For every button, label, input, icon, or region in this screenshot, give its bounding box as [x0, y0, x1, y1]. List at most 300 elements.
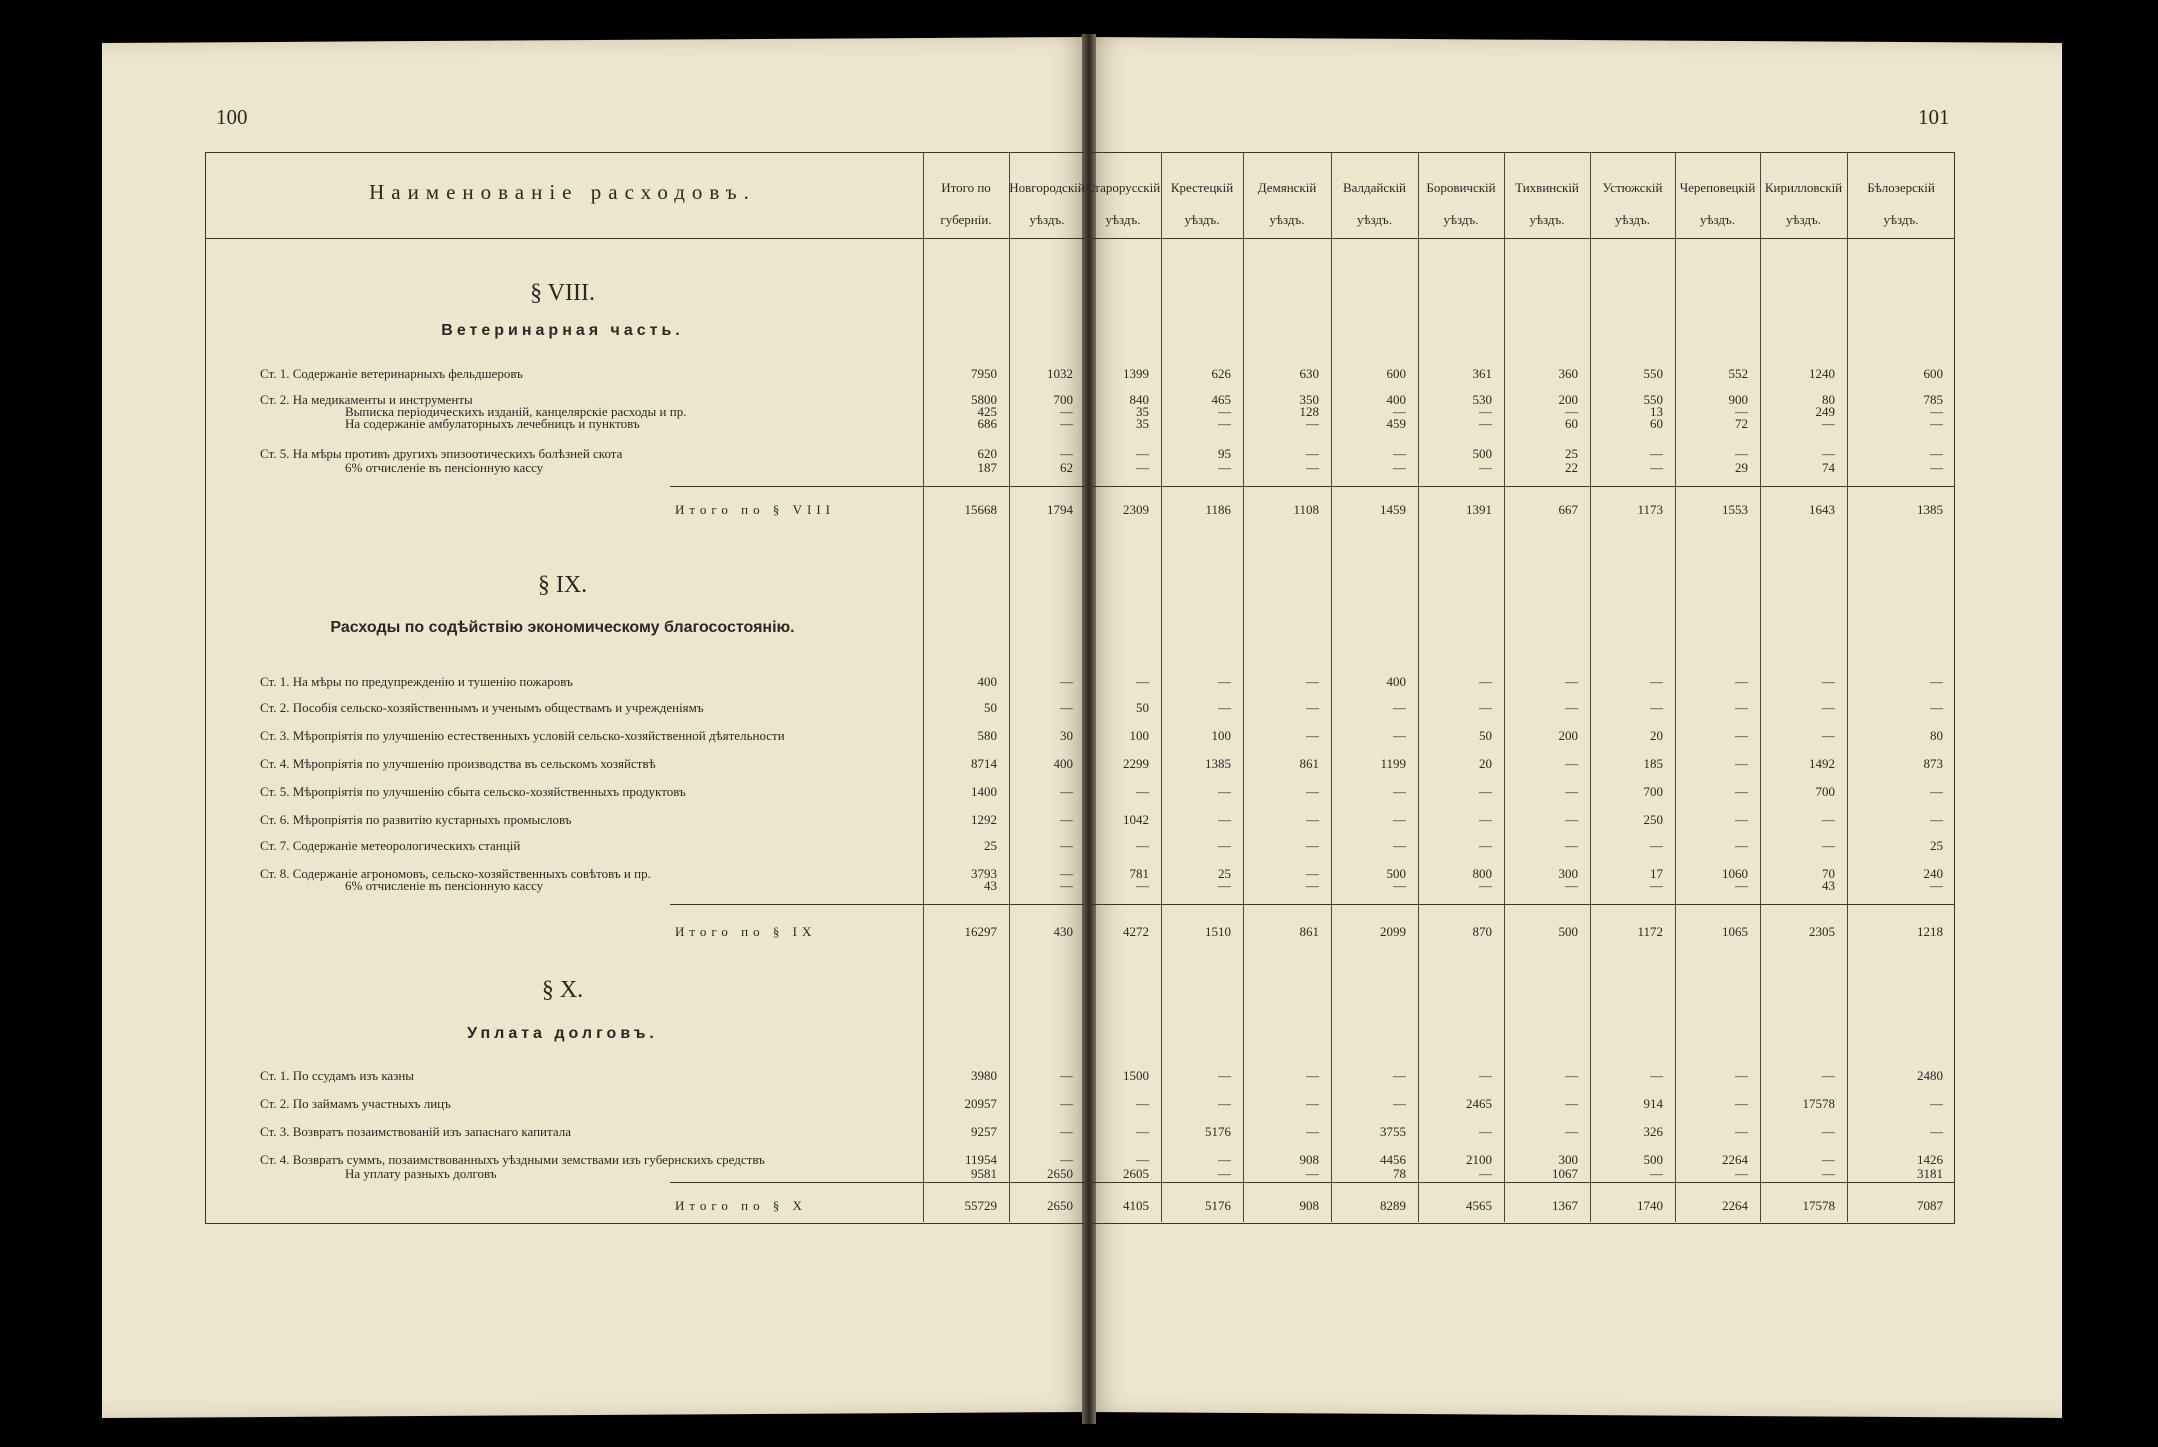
table-cell: —: [1393, 404, 1406, 419]
row-label: Выписка періодическихъ изданій, канцелярскіе расходы и пр.: [345, 404, 687, 419]
table-cell: —: [1822, 838, 1835, 853]
column-divider: [1243, 152, 1244, 1222]
table-cell: 908: [1299, 1152, 1319, 1167]
table-cell: —: [1822, 446, 1835, 461]
table-cell: 5176: [1205, 1124, 1231, 1139]
column-header: [1085, 172, 1161, 236]
table-cell: —: [1479, 700, 1492, 715]
table-cell: —: [1930, 460, 1943, 475]
table-cell: 240: [1923, 866, 1943, 881]
table-cell: —: [1565, 1096, 1578, 1111]
table-cell: —: [1218, 1068, 1231, 1083]
page-number-left: 100: [216, 105, 248, 129]
table-cell: —: [1735, 1096, 1748, 1111]
row-label: Ст. 8. Содержаніе агрономовъ, сельско-хозяйственныхъ совѣтовъ и пр.: [260, 866, 651, 881]
table-cell: —: [1650, 878, 1663, 893]
table-cell: —: [1218, 1166, 1231, 1181]
section-subtitle: Уплата долговъ.: [467, 1025, 658, 1042]
total-cell: 1108: [1293, 502, 1319, 517]
table-cell: —: [1136, 1152, 1149, 1167]
table-cell: —: [1306, 1166, 1319, 1181]
table-cell: 686: [977, 416, 997, 431]
table-cell: —: [1479, 1166, 1492, 1181]
table-cell: —: [1650, 460, 1663, 475]
table-cell: 1426: [1917, 1152, 1943, 1167]
column-header-line1: Валдайскій: [1342, 180, 1407, 195]
table-cell: —: [1136, 674, 1149, 689]
column-header: [1418, 172, 1504, 236]
table-cell: 550: [1643, 366, 1663, 381]
table-cell: 600: [1923, 366, 1943, 381]
column-divider: [923, 152, 924, 1222]
table-cell: —: [1136, 878, 1149, 893]
table-cell: —: [1650, 838, 1663, 853]
table-cell: —: [1218, 812, 1231, 827]
table-cell: —: [1060, 784, 1073, 799]
column-divider: [1675, 152, 1676, 1222]
section-title: § IX.: [537, 572, 588, 598]
table-cell: —: [1479, 1068, 1492, 1083]
total-cell: 500: [1558, 924, 1578, 939]
table-cell: —: [1822, 1124, 1835, 1139]
table-cell: —: [1930, 784, 1943, 799]
table-cell: —: [1650, 1068, 1663, 1083]
total-cell: 1740: [1637, 1198, 1663, 1213]
table-cell: —: [1650, 674, 1663, 689]
table-cell: —: [1930, 674, 1943, 689]
table-cell: 20: [1650, 728, 1663, 743]
table-cell: —: [1930, 1124, 1943, 1139]
table-cell: 50: [984, 700, 997, 715]
row-label: Ст. 5. На мѣры противъ другихъ эпизоотическихъ болѣзней скота: [260, 446, 623, 461]
total-cell: 16297: [964, 924, 997, 939]
total-label: Итого по § IX: [675, 924, 817, 939]
total-cell: 1391: [1466, 502, 1492, 517]
section-total-rule: [670, 904, 1955, 905]
table-cell: —: [1306, 838, 1319, 853]
page-number-right: 101: [1918, 105, 1950, 129]
table-cell: —: [1393, 446, 1406, 461]
table-cell: 74: [1822, 460, 1835, 475]
table-cell: 2264: [1722, 1152, 1748, 1167]
table-cell: —: [1822, 1152, 1835, 1167]
table-cell: 781: [1129, 866, 1149, 881]
table-cell: 1492: [1809, 756, 1835, 771]
table-cell: 35: [1136, 404, 1149, 419]
table-cell: 30: [1060, 728, 1073, 743]
table-cell: 13: [1650, 404, 1663, 419]
table-cell: 100: [1211, 728, 1231, 743]
table-cell: —: [1393, 838, 1406, 853]
table-cell: —: [1393, 700, 1406, 715]
table-cell: 20957: [964, 1096, 997, 1111]
table-cell: —: [1565, 878, 1578, 893]
table-cell: 873: [1923, 756, 1943, 771]
table-cell: —: [1218, 1096, 1231, 1111]
table-cell: 5800: [971, 392, 997, 407]
table-cell: —: [1822, 1068, 1835, 1083]
table-cell: 72: [1735, 416, 1748, 431]
total-cell: 2650: [1047, 1198, 1073, 1213]
table-cell: —: [1136, 784, 1149, 799]
table-cell: 1240: [1809, 366, 1835, 381]
table-cell: —: [1735, 1124, 1748, 1139]
section-subtitle: Расходы по содѣйствію экономическому благосостоянію.: [330, 619, 795, 636]
table-cell: —: [1060, 1096, 1073, 1111]
total-cell: 4272: [1123, 924, 1149, 939]
table-cell: —: [1735, 756, 1748, 771]
table-cell: 326: [1643, 1124, 1663, 1139]
total-cell: 1173: [1637, 502, 1663, 517]
row-label: Ст. 1. По ссудамъ изъ казны: [260, 1068, 415, 1083]
column-divider: [1161, 152, 1162, 1222]
table-cell: —: [1136, 1124, 1149, 1139]
table-cell: —: [1565, 812, 1578, 827]
row-label: Ст. 5. Мѣропріятія по улучшенію сбыта сельско-хозяйственныхъ продуктовъ: [260, 784, 686, 799]
table-cell: 78: [1393, 1166, 1406, 1181]
column-divider: [1085, 152, 1086, 1222]
section-total-rule: [670, 1182, 1955, 1183]
table-cell: —: [1306, 866, 1319, 881]
column-header-line2: уѣздъ.: [1883, 212, 1919, 227]
table-cell: 25: [1565, 446, 1578, 461]
table-cell: —: [1735, 838, 1748, 853]
table-cell: —: [1479, 1124, 1492, 1139]
column-header: [1847, 172, 1955, 236]
table-cell: 626: [1211, 366, 1231, 381]
total-cell: 2305: [1809, 924, 1835, 939]
table-cell: —: [1479, 812, 1492, 827]
table-cell: 300: [1558, 1152, 1578, 1167]
table-cell: —: [1060, 700, 1073, 715]
column-header-line1: Кирилловскій: [1764, 180, 1843, 195]
table-cell: 500: [1643, 1152, 1663, 1167]
table-cell: —: [1930, 1096, 1943, 1111]
column-header-line1: Крестецкій: [1170, 180, 1234, 195]
column-header-line1: Демянскій: [1257, 180, 1317, 195]
total-label: Итого по § VIII: [675, 502, 835, 517]
total-cell: 2099: [1380, 924, 1406, 939]
table-cell: —: [1393, 460, 1406, 475]
column-header: [1009, 172, 1085, 236]
table-cell: 700: [1815, 784, 1835, 799]
table-cell: —: [1930, 812, 1943, 827]
table-cell: —: [1306, 728, 1319, 743]
table-cell: 2299: [1123, 756, 1149, 771]
row-label: Ст. 4. Возвратъ суммъ, позаимствованныхъ уѣздными земствами изъ губернскихъ средствъ: [260, 1152, 765, 1167]
table-cell: —: [1479, 416, 1492, 431]
table-cell: 128: [1299, 404, 1319, 419]
column-header: [923, 172, 1009, 236]
total-cell: 1510: [1205, 924, 1231, 939]
row-label: Ст. 6. Мѣропріятія по развитію кустарныхъ промысловъ: [260, 812, 572, 827]
row-label: Ст. 2. На медикаменты и инструменты: [260, 392, 473, 407]
table-cell: —: [1565, 1068, 1578, 1083]
table-cell: 17578: [1802, 1096, 1835, 1111]
table-cell: —: [1393, 1096, 1406, 1111]
table-cell: 550: [1643, 392, 1663, 407]
column-header-line2: уѣздъ.: [1614, 212, 1651, 227]
table-cell: —: [1930, 416, 1943, 431]
table-cell: 785: [1923, 392, 1943, 407]
table-cell: —: [1060, 1152, 1073, 1167]
table-cell: —: [1565, 838, 1578, 853]
table-cell: 465: [1211, 392, 1231, 407]
table-cell: 630: [1299, 366, 1319, 381]
table-cell: 861: [1299, 756, 1319, 771]
table-cell: —: [1822, 674, 1835, 689]
row-label: На уплату разныхъ долговъ: [345, 1166, 497, 1181]
row-label: На содержаніе амбулаторныхъ лечебницъ и пунктовъ: [345, 416, 640, 431]
table-cell: 1067: [1552, 1166, 1578, 1181]
section-total-rule: [670, 486, 1955, 487]
total-cell: 15668: [964, 502, 997, 517]
table-cell: —: [1735, 404, 1748, 419]
table-cell: —: [1136, 460, 1149, 475]
table-cell: —: [1565, 404, 1578, 419]
row-label: 6% отчисленіе въ пенсіонную кассу: [345, 460, 544, 475]
table-cell: 35: [1136, 416, 1149, 431]
table-cell: —: [1479, 404, 1492, 419]
column-header-line1: Новгородскій: [1009, 180, 1085, 195]
table-cell: 900: [1728, 392, 1748, 407]
table-cell: —: [1735, 700, 1748, 715]
table-cell: —: [1735, 446, 1748, 461]
table-cell: —: [1218, 878, 1231, 893]
table-cell: 62: [1060, 460, 1073, 475]
table-cell: 3755: [1380, 1124, 1406, 1139]
table-cell: 700: [1643, 784, 1663, 799]
table-cell: 50: [1479, 728, 1492, 743]
column-divider: [1009, 152, 1010, 1222]
column-header-line1: Старорусскій: [1085, 180, 1161, 195]
table-cell: —: [1650, 1166, 1663, 1181]
row-label: 6% отчисленіе въ пенсіонную кассу: [345, 878, 544, 893]
table-cell: —: [1479, 460, 1492, 475]
column-header: [1760, 172, 1847, 236]
table-cell: —: [1393, 784, 1406, 799]
table-cell: 360: [1558, 366, 1578, 381]
total-cell: 17578: [1802, 1198, 1835, 1213]
row-label: Ст. 4. Мѣропріятія по улучшенію производства въ сельскомъ хозяйствѣ: [260, 756, 656, 771]
table-cell: 22: [1565, 460, 1578, 475]
table-cell: —: [1136, 838, 1149, 853]
table-cell: 1292: [971, 812, 997, 827]
table-cell: —: [1218, 460, 1231, 475]
table-cell: —: [1218, 1152, 1231, 1167]
table-cell: 840: [1129, 392, 1149, 407]
table-cell: —: [1060, 446, 1073, 461]
table-cell: 1400: [971, 784, 997, 799]
column-header-line1: Боровичскій: [1426, 180, 1496, 195]
table-cell: 20: [1479, 756, 1492, 771]
table-cell: —: [1393, 812, 1406, 827]
table-cell: 2100: [1466, 1152, 1492, 1167]
table-cell: 580: [977, 728, 997, 743]
table-cell: 914: [1643, 1096, 1663, 1111]
table-cell: —: [1930, 404, 1943, 419]
total-cell: 4105: [1123, 1198, 1149, 1213]
table-cell: 25: [984, 838, 997, 853]
table-cell: 361: [1472, 366, 1492, 381]
table-cell: —: [1306, 674, 1319, 689]
total-cell: 55729: [964, 1198, 997, 1213]
table-cell: —: [1735, 1068, 1748, 1083]
table-cell: —: [1565, 674, 1578, 689]
table-cell: —: [1060, 866, 1073, 881]
table-cell: 60: [1650, 416, 1663, 431]
table-cell: 29: [1735, 460, 1748, 475]
table-cell: 400: [1386, 392, 1406, 407]
table-cell: 700: [1053, 392, 1073, 407]
table-cell: —: [1565, 756, 1578, 771]
table-cell: 350: [1299, 392, 1319, 407]
table-cell: 459: [1386, 416, 1406, 431]
table-cell: 200: [1558, 392, 1578, 407]
header-name: Наименованіе расходовъ.: [369, 180, 756, 204]
row-label: Ст. 3. Мѣропріятія по улучшенію естественныхъ условій сельско-хозяйственной дѣятельности: [260, 728, 785, 743]
table-cell: 1199: [1380, 756, 1406, 771]
column-header: [1161, 172, 1243, 236]
table-cell: —: [1735, 674, 1748, 689]
table-cell: —: [1306, 1096, 1319, 1111]
total-label: Итого по § X: [675, 1198, 808, 1213]
table-cell: 4456: [1380, 1152, 1406, 1167]
total-cell: 861: [1299, 924, 1319, 939]
table-cell: 250: [1643, 812, 1663, 827]
table-cell: 43: [984, 878, 997, 893]
section-title: § X.: [541, 977, 584, 1003]
row-label: Ст. 7. Содержаніе метеорологическихъ станцій: [260, 838, 521, 853]
column-header-line1: Устюжскій: [1602, 180, 1663, 195]
section-subtitle: Ветеринарная часть.: [441, 322, 684, 339]
table-cell: 249: [1815, 404, 1835, 419]
table-cell: 1060: [1722, 866, 1748, 881]
table-cell: 1500: [1123, 1068, 1149, 1083]
table-cell: 425: [977, 404, 997, 419]
table-cell: —: [1735, 728, 1748, 743]
table-cell: —: [1479, 838, 1492, 853]
table-cell: —: [1930, 446, 1943, 461]
total-cell: 1459: [1380, 502, 1406, 517]
table-cell: 11954: [964, 1152, 997, 1167]
row-label: Ст. 2. Пособія сельско-хозяйственнымъ и ученымъ обществамъ и учрежденіямъ: [260, 700, 704, 715]
table-cell: 552: [1728, 366, 1748, 381]
table-cell: 530: [1472, 392, 1492, 407]
column-divider: [1760, 152, 1761, 1222]
table-cell: —: [1735, 812, 1748, 827]
column-divider: [1590, 152, 1591, 1222]
table-cell: 95: [1218, 446, 1231, 461]
total-cell: 1172: [1637, 924, 1663, 939]
table-cell: 3980: [971, 1068, 997, 1083]
table-cell: 3181: [1917, 1166, 1943, 1181]
table-cell: —: [1822, 812, 1835, 827]
table-cell: —: [1060, 878, 1073, 893]
table-cell: 400: [977, 674, 997, 689]
table-cell: —: [1306, 1068, 1319, 1083]
table-cell: —: [1393, 878, 1406, 893]
table-cell: 300: [1558, 866, 1578, 881]
column-divider: [1847, 152, 1848, 1222]
table-cell: 60: [1565, 416, 1578, 431]
expense-table: [205, 152, 1957, 1224]
table-cell: 3793: [971, 866, 997, 881]
column-header: [1504, 172, 1590, 236]
table-cell: —: [1136, 446, 1149, 461]
table-cell: —: [1393, 728, 1406, 743]
table-cell: 17: [1650, 866, 1663, 881]
table-cell: —: [1306, 1124, 1319, 1139]
table-cell: —: [1735, 784, 1748, 799]
table-cell: 70: [1822, 866, 1835, 881]
table-cell: —: [1060, 812, 1073, 827]
row-label: Ст. 1. Содержаніе ветеринарныхъ фельдшеровъ: [260, 366, 523, 381]
table-cell: 1042: [1123, 812, 1149, 827]
column-header-line2: уѣздъ.: [1785, 212, 1822, 227]
table-cell: 7950: [971, 366, 997, 381]
table-cell: 80: [1822, 392, 1835, 407]
column-header-line2: уѣздъ.: [1699, 212, 1736, 227]
header-rule: [205, 238, 1955, 239]
table-cell: —: [1306, 784, 1319, 799]
table-cell: 500: [1386, 866, 1406, 881]
table-cell: 2465: [1466, 1096, 1492, 1111]
table-cell: 2480: [1917, 1068, 1943, 1083]
table-cell: 8714: [971, 756, 997, 771]
total-cell: 870: [1472, 924, 1492, 939]
table-cell: 185: [1643, 756, 1663, 771]
total-cell: 7087: [1917, 1198, 1943, 1213]
column-header: [1590, 172, 1675, 236]
column-divider: [1418, 152, 1419, 1222]
column-divider: [1331, 152, 1332, 1222]
total-cell: 5176: [1205, 1198, 1231, 1213]
row-label: Ст. 2. По займамъ участныхъ лицъ: [260, 1096, 451, 1111]
table-cell: 400: [1053, 756, 1073, 771]
table-cell: —: [1565, 784, 1578, 799]
table-cell: —: [1479, 674, 1492, 689]
total-cell: 1553: [1722, 502, 1748, 517]
table-cell: —: [1218, 784, 1231, 799]
column-header-line2: уѣздъ.: [1529, 212, 1565, 227]
table-cell: 600: [1386, 366, 1406, 381]
column-header: [1243, 172, 1331, 236]
column-header-line1: Тихвинскій: [1515, 180, 1579, 195]
table-cell: 620: [977, 446, 997, 461]
table-cell: —: [1822, 700, 1835, 715]
column-header-line2: уѣздъ.: [1184, 212, 1220, 227]
table-cell: 50: [1136, 700, 1149, 715]
column-header-line2: уѣздъ.: [1443, 212, 1479, 227]
table-cell: 80: [1930, 728, 1943, 743]
table-cell: —: [1306, 700, 1319, 715]
table-cell: —: [1218, 838, 1231, 853]
table-cell: —: [1735, 878, 1748, 893]
table-cell: —: [1136, 1096, 1149, 1111]
column-header-line1: Череповецкій: [1679, 180, 1756, 195]
table-cell: 2650: [1047, 1166, 1073, 1181]
column-header-line2: уѣздъ.: [1269, 212, 1305, 227]
table-cell: —: [1060, 416, 1073, 431]
table-cell: —: [1060, 404, 1073, 419]
total-cell: 430: [1053, 924, 1073, 939]
table-cell: —: [1306, 460, 1319, 475]
table-cell: —: [1930, 700, 1943, 715]
table-cell: —: [1218, 416, 1231, 431]
total-cell: 2264: [1722, 1198, 1748, 1213]
table-cell: 800: [1472, 866, 1492, 881]
